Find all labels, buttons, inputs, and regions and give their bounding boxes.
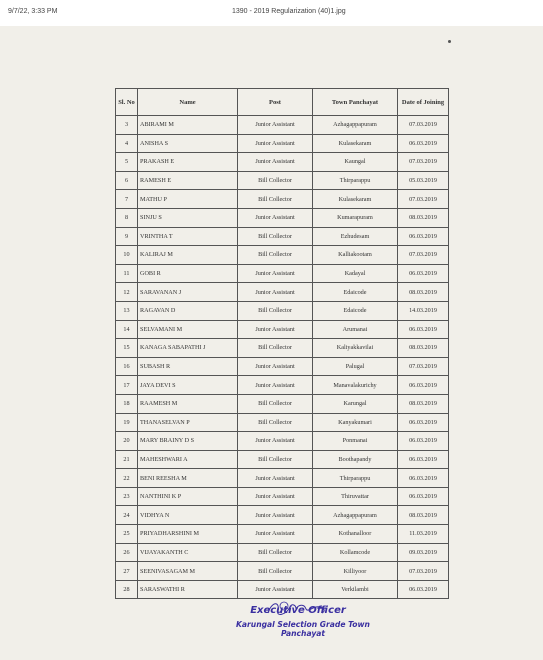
cell-name: GOBI R — [138, 264, 238, 283]
cell-sl-no: 4 — [116, 134, 138, 153]
print-filename: 1390 - 2019 Regularization (40)1.jpg — [232, 8, 346, 15]
cell-name: MAHESHWARI A — [138, 450, 238, 469]
cell-town-panchayat: Ponmanai — [313, 432, 398, 451]
cell-town-panchayat: Kanyakumari — [313, 413, 398, 432]
cell-date-of-joining: 07.03.2019 — [398, 562, 449, 581]
cell-date-of-joining: 06.03.2019 — [398, 432, 449, 451]
cell-town-panchayat: Kalliakootam — [313, 246, 398, 265]
table-row — [116, 116, 449, 135]
cell-sl-no: 18 — [116, 394, 138, 413]
cell-post: Bill Collector — [238, 394, 313, 413]
cell-town-panchayat: Kaliyakkavilai — [313, 339, 398, 358]
cell-date-of-joining: 06.03.2019 — [398, 264, 449, 283]
cell-town-panchayat: Edaicode — [313, 301, 398, 320]
table-row — [116, 227, 449, 246]
table-row — [116, 394, 449, 413]
cell-name: SARAVANAN J — [138, 283, 238, 302]
cell-date-of-joining: 06.03.2019 — [398, 227, 449, 246]
cell-sl-no: 11 — [116, 264, 138, 283]
cell-date-of-joining: 08.03.2019 — [398, 394, 449, 413]
cell-town-panchayat: Kaungal — [313, 153, 398, 172]
header-name: Name — [138, 89, 238, 116]
print-header — [0, 8, 543, 22]
cell-name: ANISHA S — [138, 134, 238, 153]
cell-post: Junior Assistant — [238, 134, 313, 153]
table-row — [116, 190, 449, 209]
cell-town-panchayat: Kulasekaram — [313, 134, 398, 153]
cell-sl-no: 21 — [116, 450, 138, 469]
cell-sl-no: 10 — [116, 246, 138, 265]
cell-sl-no: 22 — [116, 469, 138, 488]
table-row — [116, 357, 449, 376]
regularization-table — [115, 88, 449, 599]
cell-name: MARY BRAINY D S — [138, 432, 238, 451]
table-row — [116, 562, 449, 581]
cell-post: Bill Collector — [238, 246, 313, 265]
cell-sl-no: 19 — [116, 413, 138, 432]
cell-post: Bill Collector — [238, 339, 313, 358]
cell-town-panchayat: Thirparappu — [313, 171, 398, 190]
table-row — [116, 153, 449, 172]
table-row — [116, 246, 449, 265]
signature-organization: Karungal Selection Grade Town Panchayat — [236, 620, 370, 638]
cell-post: Junior Assistant — [238, 208, 313, 227]
cell-town-panchayat: Kothanalloor — [313, 525, 398, 544]
cell-post: Junior Assistant — [238, 432, 313, 451]
cell-post: Junior Assistant — [238, 116, 313, 135]
cell-town-panchayat: Palugal — [313, 357, 398, 376]
cell-town-panchayat: Verkilambi — [313, 580, 398, 599]
cell-post: Bill Collector — [238, 543, 313, 562]
cell-post: Junior Assistant — [238, 264, 313, 283]
cell-name: RAAMESH M — [138, 394, 238, 413]
cell-post: Junior Assistant — [238, 525, 313, 544]
cell-name: BENI REESHA M — [138, 469, 238, 488]
header-post: Post — [238, 89, 313, 116]
cell-sl-no: 6 — [116, 171, 138, 190]
signature-title: Executive Officer — [250, 605, 346, 616]
cell-town-panchayat: Kumarapuram — [313, 208, 398, 227]
cell-post: Bill Collector — [238, 190, 313, 209]
ink-speck — [448, 40, 451, 43]
cell-post: Bill Collector — [238, 450, 313, 469]
cell-sl-no: 5 — [116, 153, 138, 172]
cell-sl-no: 24 — [116, 506, 138, 525]
cell-date-of-joining: 06.03.2019 — [398, 450, 449, 469]
cell-sl-no: 3 — [116, 116, 138, 135]
table-row — [116, 208, 449, 227]
cell-name: VIJAYAKANTH C — [138, 543, 238, 562]
cell-name: MATHU P — [138, 190, 238, 209]
cell-date-of-joining: 08.03.2019 — [398, 506, 449, 525]
cell-post: Junior Assistant — [238, 506, 313, 525]
cell-town-panchayat: Azhagappapuram — [313, 116, 398, 135]
cell-town-panchayat: Boothapandy — [313, 450, 398, 469]
cell-post: Junior Assistant — [238, 580, 313, 599]
cell-sl-no: 9 — [116, 227, 138, 246]
cell-sl-no: 25 — [116, 525, 138, 544]
table-header-row — [116, 89, 449, 116]
cell-name: SINJU S — [138, 208, 238, 227]
table-row — [116, 469, 449, 488]
cell-name: VRINTHA T — [138, 227, 238, 246]
cell-date-of-joining: 06.03.2019 — [398, 413, 449, 432]
table-row — [116, 432, 449, 451]
table-row — [116, 506, 449, 525]
cell-date-of-joining: 09.03.2019 — [398, 543, 449, 562]
cell-date-of-joining: 14.03.2019 — [398, 301, 449, 320]
cell-date-of-joining: 07.03.2019 — [398, 246, 449, 265]
cell-name: ABIRAMI M — [138, 116, 238, 135]
cell-name: NANTHINI K P — [138, 487, 238, 506]
cell-town-panchayat: Thirparappu — [313, 469, 398, 488]
header-date-of-joining: Date of Joining — [398, 89, 449, 116]
cell-post: Bill Collector — [238, 301, 313, 320]
cell-name: JAYA DEVI S — [138, 376, 238, 395]
cell-date-of-joining: 08.03.2019 — [398, 283, 449, 302]
table-row — [116, 543, 449, 562]
cell-post: Junior Assistant — [238, 469, 313, 488]
cell-date-of-joining: 06.03.2019 — [398, 580, 449, 599]
cell-town-panchayat: Arumanai — [313, 320, 398, 339]
table-body — [116, 116, 449, 599]
cell-sl-no: 27 — [116, 562, 138, 581]
cell-post: Junior Assistant — [238, 320, 313, 339]
table-row — [116, 413, 449, 432]
cell-post: Junior Assistant — [238, 376, 313, 395]
cell-date-of-joining: 06.03.2019 — [398, 376, 449, 395]
table-row — [116, 450, 449, 469]
cell-sl-no: 28 — [116, 580, 138, 599]
table-row — [116, 339, 449, 358]
cell-post: Junior Assistant — [238, 283, 313, 302]
cell-sl-no: 7 — [116, 190, 138, 209]
table-row — [116, 171, 449, 190]
header-town-panchayat: Town Panchayat — [313, 89, 398, 116]
cell-date-of-joining: 05.03.2019 — [398, 171, 449, 190]
cell-town-panchayat: Karungal — [313, 394, 398, 413]
cell-sl-no: 26 — [116, 543, 138, 562]
cell-sl-no: 20 — [116, 432, 138, 451]
cell-date-of-joining: 06.03.2019 — [398, 320, 449, 339]
table-row — [116, 487, 449, 506]
cell-town-panchayat: Azhagappapuram — [313, 506, 398, 525]
table-row — [116, 376, 449, 395]
cell-town-panchayat: Ezhudesam — [313, 227, 398, 246]
cell-sl-no: 23 — [116, 487, 138, 506]
cell-town-panchayat: Thiruvattar — [313, 487, 398, 506]
cell-post: Bill Collector — [238, 227, 313, 246]
cell-town-panchayat: Edaicode — [313, 283, 398, 302]
cell-date-of-joining: 07.03.2019 — [398, 153, 449, 172]
cell-date-of-joining: 07.03.2019 — [398, 357, 449, 376]
cell-date-of-joining: 07.03.2019 — [398, 116, 449, 135]
cell-date-of-joining: 07.03.2019 — [398, 190, 449, 209]
cell-date-of-joining: 06.03.2019 — [398, 134, 449, 153]
cell-name: RAMESH E — [138, 171, 238, 190]
cell-sl-no: 13 — [116, 301, 138, 320]
cell-sl-no: 16 — [116, 357, 138, 376]
cell-name: KALIRAJ M — [138, 246, 238, 265]
cell-date-of-joining: 11.03.2019 — [398, 525, 449, 544]
cell-date-of-joining: 08.03.2019 — [398, 208, 449, 227]
cell-name: THANASELVAN P — [138, 413, 238, 432]
cell-town-panchayat: Killiyoor — [313, 562, 398, 581]
table-row — [116, 134, 449, 153]
cell-post: Bill Collector — [238, 562, 313, 581]
cell-sl-no: 12 — [116, 283, 138, 302]
table-row — [116, 264, 449, 283]
cell-town-panchayat: Kadayal — [313, 264, 398, 283]
cell-date-of-joining: 08.03.2019 — [398, 339, 449, 358]
table-row — [116, 525, 449, 544]
cell-name: SUBASH R — [138, 357, 238, 376]
header-sl-no: Sl. No — [116, 89, 138, 116]
cell-town-panchayat: Kollamcode — [313, 543, 398, 562]
cell-sl-no: 8 — [116, 208, 138, 227]
cell-post: Junior Assistant — [238, 357, 313, 376]
cell-sl-no: 14 — [116, 320, 138, 339]
cell-name: RAGAVAN D — [138, 301, 238, 320]
cell-town-panchayat: Manavalakurichy — [313, 376, 398, 395]
table-row — [116, 283, 449, 302]
cell-name: KANAGA SABAPATHI J — [138, 339, 238, 358]
table-row — [116, 301, 449, 320]
cell-sl-no: 15 — [116, 339, 138, 358]
cell-name: SELVAMANI M — [138, 320, 238, 339]
cell-name: PRIYADHARSHINI M — [138, 525, 238, 544]
cell-date-of-joining: 06.03.2019 — [398, 469, 449, 488]
cell-town-panchayat: Kulasekaram — [313, 190, 398, 209]
cell-post: Junior Assistant — [238, 487, 313, 506]
cell-post: Bill Collector — [238, 413, 313, 432]
cell-name: VIDHYA N — [138, 506, 238, 525]
table-row — [116, 320, 449, 339]
cell-date-of-joining: 06.03.2019 — [398, 487, 449, 506]
cell-name: SEENIVASAGAM M — [138, 562, 238, 581]
cell-name: SARASWATHI R — [138, 580, 238, 599]
cell-post: Bill Collector — [238, 171, 313, 190]
print-timestamp: 9/7/22, 3:33 PM — [8, 8, 58, 15]
cell-sl-no: 17 — [116, 376, 138, 395]
cell-post: Junior Assistant — [238, 153, 313, 172]
cell-name: PRAKASH E — [138, 153, 238, 172]
